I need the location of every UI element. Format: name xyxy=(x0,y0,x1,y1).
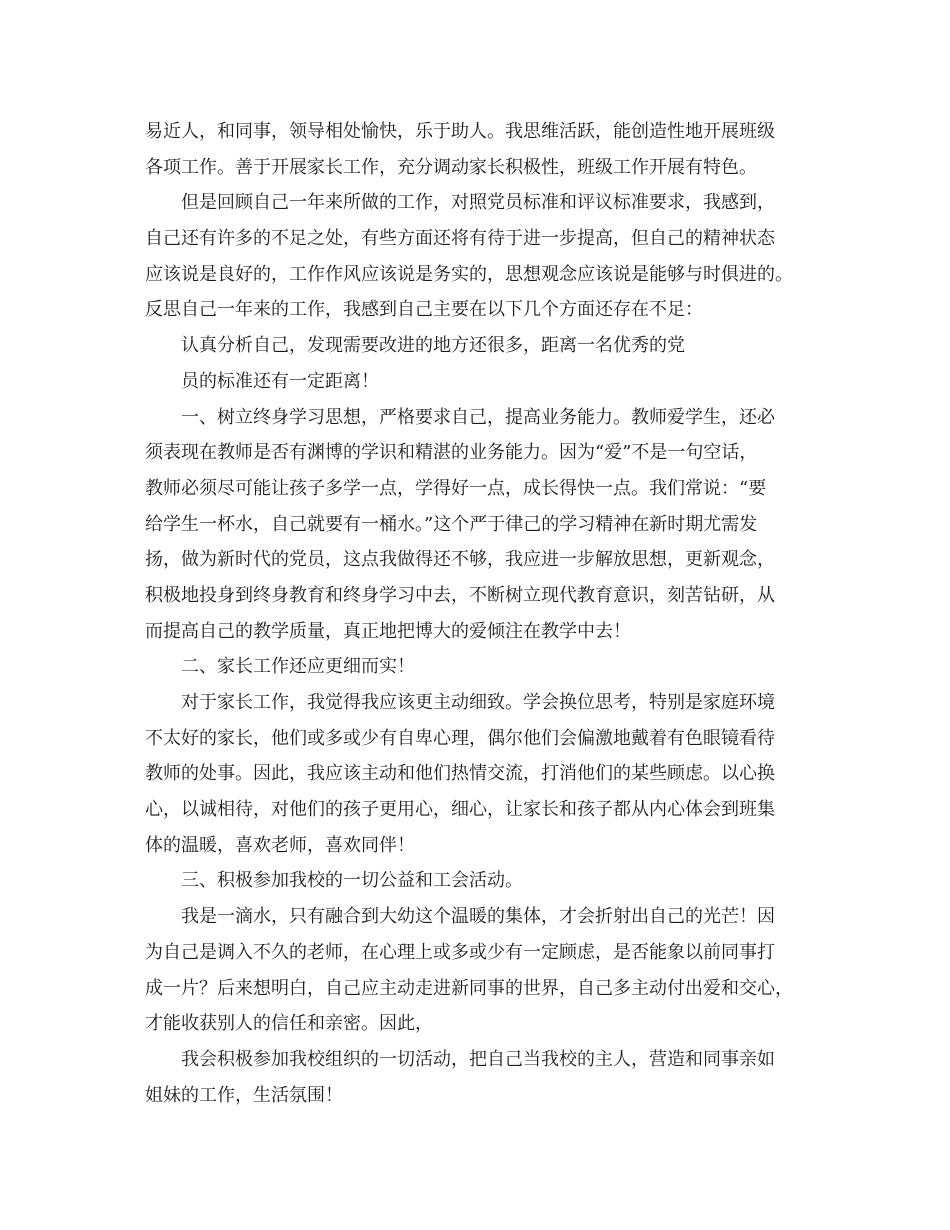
text-line: 但是回顾自己一年来所做的工作，对照党员标准和评议标准要求，我感到， xyxy=(181,192,775,214)
text-line: 员的标准还有一定距离！ xyxy=(181,370,379,392)
text-line: 成一片？后来想明白，自己应主动走进新同事的世界，自己多主动付出爱和交心， xyxy=(145,977,793,999)
text-line: 心，以诚相待，对他们的孩子更用心，细心，让家长和孩子都从内心体会到班集 xyxy=(145,799,775,821)
text-line: 为自己是调入不久的老师，在心理上或多或少有一定顾虑，是否能象以前同事打 xyxy=(145,941,775,963)
text-line: 姐妹的工作，生活氛围！ xyxy=(145,1084,343,1106)
text-line: 各项工作。善于开展家长工作，充分调动家长积极性，班级工作开展有特色。 xyxy=(145,156,757,178)
text-line: 自己还有许多的不足之处，有些方面还将有待于进一步提高，但自己的精神状态 xyxy=(145,228,775,250)
text-line: 教师必须尽可能让孩子多学一点，学得好一点，成长得快一点。我们常说：“要 xyxy=(145,477,767,499)
text-line: 给学生一杯水，自己就要有一桶水。”这个严于律己的学习精神在新时期尤需发 xyxy=(145,513,758,535)
text-line: 不太好的家长，他们或多或少有自卑心理，偶尔他们会偏激地戴着有色眼镜看待 xyxy=(145,727,775,749)
text-line: 一、树立终身学习思想，严格要求自己，提高业务能力。教师爱学生，还必 xyxy=(181,406,775,428)
text-line: 而提高自己的教学质量，真正地把博大的爱倾注在教学中去！ xyxy=(145,620,631,642)
text-line: 才能收获别人的信任和亲密。因此， xyxy=(145,1013,433,1035)
text-line: 扬，做为新时代的党员，这点我做得还不够，我应进一步解放思想，更新观念， xyxy=(145,549,775,571)
document-body xyxy=(145,114,810,1113)
text-line: 对于家长工作，我觉得我应该更主动细致。学会换位思考，特别是家庭环境 xyxy=(181,692,775,713)
text-line: 反思自己一年来的工作，我感到自己主要在以下几个方面还存在不足： xyxy=(145,299,703,321)
text-line: 须表现在教师是否有渊博的学识和精湛的业务能力。因为“爱”不是一句空话， xyxy=(145,442,758,464)
text-line: 体的温暖，喜欢老师，喜欢同伴！ xyxy=(145,834,415,856)
text-line: 易近人，和同事，领导相处愉快，乐于助人。我思维活跃，能创造性地开展班级 xyxy=(145,121,775,142)
text-line: 我是一滴水，只有融合到大幼这个温暖的集体，才会折射出自己的光芒！因 xyxy=(181,906,775,928)
text-line: 三、积极参加我校的一切公益和工会活动。 xyxy=(181,870,523,892)
text-line: 我会积极参加我校组织的一切活动，把自己当我校的主人，营造和同事亲如 xyxy=(181,1048,775,1070)
text-line: 认真分析自己，发现需要改进的地方还很多，距离一名优秀的党 xyxy=(181,335,685,357)
text-line: 积极地投身到终身教育和终身学习中去，不断树立现代教育意识，刻苦钻研，从 xyxy=(145,584,775,606)
text-line: 应该说是良好的，工作作风应该说是务实的，思想观念应该说是能够与时俱进的。 xyxy=(145,263,793,285)
text-line: 二、家长工作还应更细而实！ xyxy=(181,656,415,678)
text-line: 教师的处事。因此，我应该主动和他们热情交流，打消他们的某些顾虑。以心换 xyxy=(145,763,775,785)
